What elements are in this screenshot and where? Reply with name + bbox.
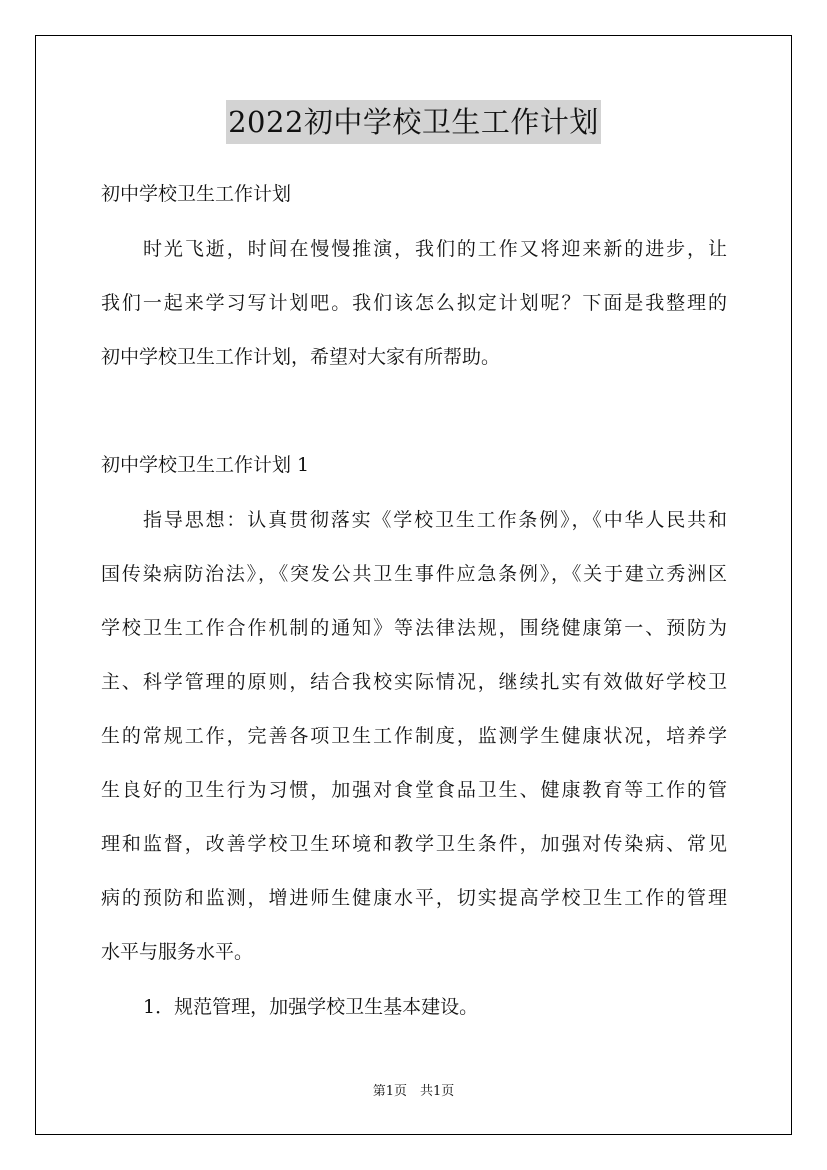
- guiding-line-7: 理和监督，改善学校卫生环境和教学卫生条件，加强对传染病、常见: [101, 833, 727, 855]
- title-container: [0, 100, 827, 144]
- section-heading: 初中学校卫生工作计划 1: [101, 454, 310, 476]
- intro-line-3: 初中学校卫生工作计划，希望对大家有所帮助。: [101, 346, 501, 368]
- guiding-line-4: 主、科学管理的原则，结合我校实际情况，继续扎实有效做好学校卫: [101, 671, 727, 693]
- document-title: 2022初中学校卫生工作计划: [226, 100, 601, 144]
- guiding-line-8: 病的预防和监测，增进师生健康水平，切实提高学校卫生工作的管理: [101, 887, 727, 909]
- guiding-line-9: 水平与服务水平。: [101, 941, 254, 963]
- page-footer: 第1页 共1页: [372, 1084, 455, 1099]
- intro-line-2: 我们一起来学习写计划吧。我们该怎么拟定计划呢？下面是我整理的: [101, 292, 727, 314]
- guiding-line-2: 国传染病防治法》，《突发公共卫生事件应急条例》，《关于建立秀洲区: [101, 563, 727, 585]
- guiding-line-5: 生的常规工作，完善各项卫生工作制度，监测学生健康状况，培养学: [101, 725, 727, 747]
- guiding-line-3: 学校卫生工作合作机制的通知》等法律法规，围绕健康第一、预防为: [101, 617, 727, 639]
- list-item-1: 1．规范管理，加强学校卫生基本建设。: [143, 996, 479, 1018]
- guiding-line-6: 生良好的卫生行为习惯，加强对食堂食品卫生、健康教育等工作的管: [101, 779, 727, 801]
- guiding-line-1: 指导思想：认真贯彻落实《学校卫生工作条例》，《中华人民共和: [143, 509, 727, 531]
- document-subtitle: 初中学校卫生工作计划: [101, 183, 292, 205]
- intro-line-1: 时光飞逝，时间在慢慢推演，我们的工作又将迎来新的进步，让: [143, 238, 727, 260]
